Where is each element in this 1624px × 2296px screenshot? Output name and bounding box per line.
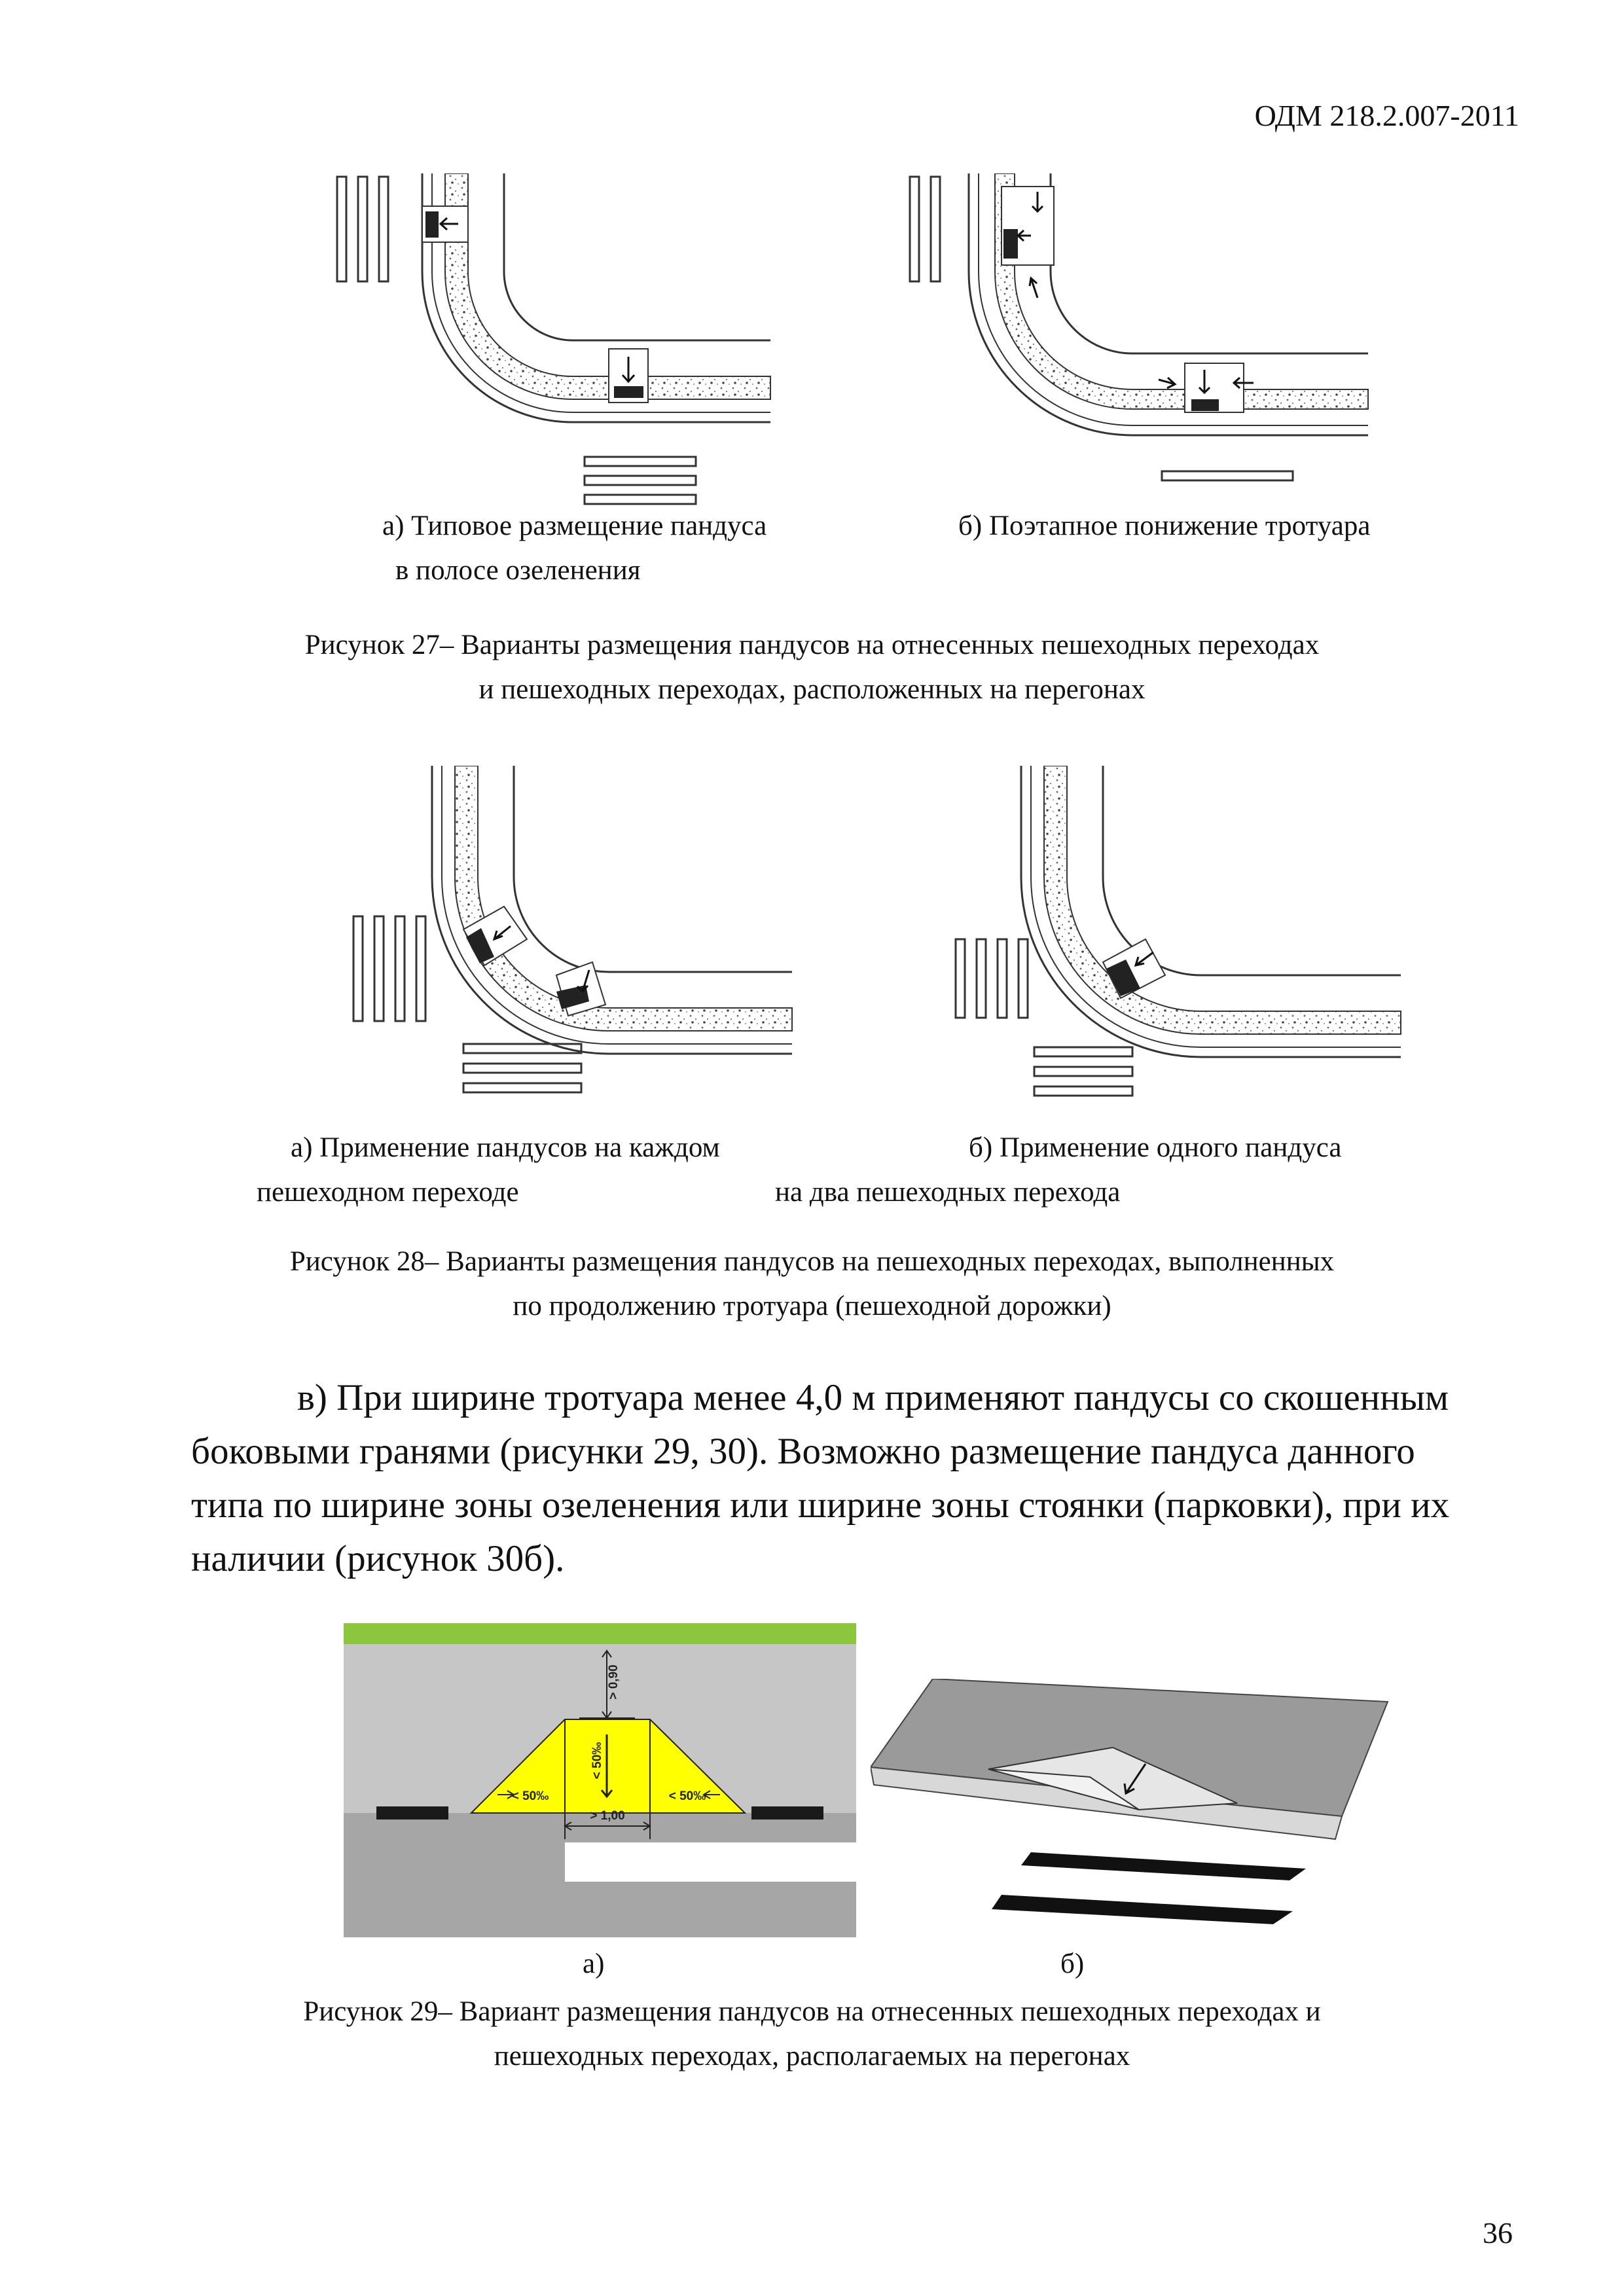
figure-28-caption-cont: по продолжению тротуара (пешеходной дорожки) bbox=[513, 1291, 1111, 1321]
crosswalk-white bbox=[565, 1842, 856, 1882]
figure-28b-drawing bbox=[949, 766, 1420, 1113]
figure-27b-drawing bbox=[897, 173, 1388, 507]
figure-27-caption-cont: и пешеходных переходах, расположенных на перегонах bbox=[478, 674, 1146, 705]
page-number: 36 bbox=[1483, 2216, 1513, 2250]
figure-29b-drawing bbox=[871, 1679, 1414, 1954]
figure-27a-label: а) Типовое размещение пандуса bbox=[382, 511, 767, 541]
figure-29a-label: а) bbox=[583, 1948, 605, 1979]
figure-27-caption: Рисунок 27– Варианты размещения пандусов на отнесенных пешеходных переходах bbox=[304, 630, 1320, 660]
figure-27b-label: б) Поэтапное понижение тротуара bbox=[958, 511, 1371, 541]
figure-28a-drawing bbox=[347, 766, 805, 1113]
figure-27a-label-cont: в полосе озеленения bbox=[395, 555, 641, 586]
crosswalk-vertical-stripes bbox=[337, 177, 388, 281]
dim-left-label: < 50‰ bbox=[511, 1789, 549, 1803]
figure-28b-label: б) Применение одного пандуса bbox=[969, 1132, 1342, 1163]
paragraph-line-4: наличии (рисунок 30б). bbox=[191, 1538, 565, 1579]
figure-29-caption: Рисунок 29– Вариант размещения пандусов на отнесенных пешеходных переходах и bbox=[303, 1996, 1321, 2027]
paragraph-line-2: боковыми гранями (рисунки 29, 30). Возможно размещение пандуса данного bbox=[191, 1431, 1415, 1472]
figure-29a-drawing bbox=[344, 1623, 861, 1937]
document-code-header: ОДМ 218.2.007-2011 bbox=[1254, 99, 1519, 132]
dim-top-label: > 0,90 bbox=[607, 1664, 621, 1700]
dim-bottom-label: > 1,00 bbox=[590, 1809, 625, 1823]
figure-28b-label-cont: на два пешеходных перехода bbox=[775, 1177, 1121, 1208]
dim-center-label: < 50‰ bbox=[590, 1742, 604, 1780]
figure-28-caption: Рисунок 28– Варианты размещения пандусов на пешеходных переходах, выполненных bbox=[289, 1246, 1335, 1277]
green-strip bbox=[344, 1623, 856, 1644]
figure-28a-label-cont: пешеходном переходе bbox=[257, 1177, 519, 1208]
figure-29-caption-cont: пешеходных переходах, располагаемых на перегонах bbox=[494, 2041, 1130, 2072]
paragraph-line-1: в) При ширине тротуара менее 4,0 м применяют пандусы со скошенным bbox=[297, 1377, 1449, 1418]
figure-27a-drawing bbox=[331, 173, 789, 507]
figure-28a-label: а) Применение пандусов на каждом bbox=[291, 1132, 720, 1163]
dim-right-label: < 50‰ bbox=[668, 1789, 706, 1803]
paragraph-line-3: типа по ширине зоны озеленения или ширине зоны стоянки (парковки), при их bbox=[191, 1484, 1450, 1526]
figure-29b-label: б) bbox=[1060, 1948, 1085, 1979]
